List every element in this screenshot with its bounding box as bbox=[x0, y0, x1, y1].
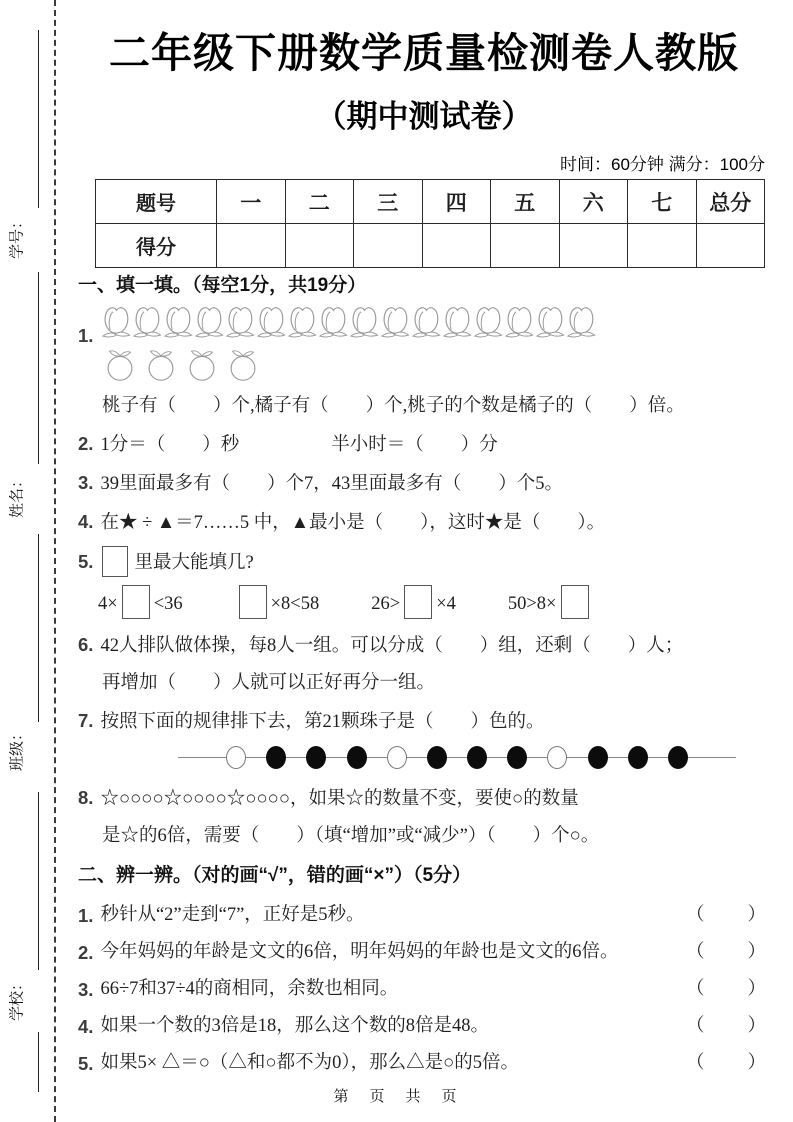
black-bead bbox=[467, 746, 487, 769]
answer-blank: （ ） bbox=[685, 905, 768, 925]
sidebar-label: 学号： bbox=[8, 214, 26, 260]
score-row-label: 得分 bbox=[96, 224, 217, 268]
score-table-score-row bbox=[96, 224, 765, 268]
answer-box bbox=[404, 585, 432, 619]
answer-blank: （ ） bbox=[685, 979, 768, 999]
peach-icon bbox=[379, 302, 412, 342]
black-bead bbox=[507, 746, 527, 769]
true-false-statement bbox=[78, 934, 770, 971]
header bbox=[78, 20, 770, 136]
peach-icon bbox=[503, 302, 536, 342]
section2-statements bbox=[78, 897, 770, 1082]
peach-icon bbox=[162, 302, 195, 342]
expression-text: 50>8× bbox=[507, 593, 557, 614]
white-bead bbox=[547, 746, 567, 769]
write-in-line bbox=[38, 534, 39, 722]
score-table-column-header: 六 bbox=[559, 180, 628, 224]
question-number: 7. bbox=[78, 710, 94, 731]
statement-text: 秒针从“2”走到“7”，正好是5秒。 bbox=[100, 905, 365, 925]
score-cell-empty bbox=[422, 224, 491, 268]
q5-expressions bbox=[78, 582, 770, 626]
section2-heading: 二、辨一辨。（对的画“√”，错的画“×”）（5分） bbox=[78, 865, 472, 886]
answer-blank: （ ） bbox=[685, 942, 768, 962]
bead-line bbox=[226, 741, 688, 773]
question-5-prompt bbox=[78, 542, 770, 582]
write-in-line bbox=[38, 1032, 39, 1092]
question-5-text: 里最大能填几? bbox=[134, 553, 254, 573]
page-footer: 第 页 共 页 bbox=[333, 1088, 460, 1105]
question-2-left: 1分＝（ ）秒 bbox=[100, 435, 240, 455]
answer-box bbox=[561, 585, 589, 619]
peach-icon bbox=[534, 302, 567, 342]
question-number: 5. bbox=[78, 551, 94, 572]
question-number: 8. bbox=[78, 787, 94, 808]
time-score-info: 时间：60分钟 满分：100分 bbox=[560, 155, 765, 174]
score-cell-empty bbox=[559, 224, 628, 268]
question-2-right: 半小时＝（ ）分 bbox=[331, 435, 498, 455]
true-false-statement bbox=[78, 897, 770, 934]
score-cell-empty bbox=[696, 224, 765, 268]
expression-text: ×4 bbox=[436, 593, 456, 614]
peach-icon bbox=[193, 302, 226, 342]
question-number: 3. bbox=[78, 472, 94, 493]
sidebar-label: 学校： bbox=[8, 976, 26, 1022]
answer-box bbox=[102, 546, 128, 577]
statement-text: 66÷7和37÷4的商相同，余数也相同。 bbox=[100, 979, 399, 999]
answer-blank: （ ） bbox=[685, 1016, 768, 1036]
black-bead bbox=[427, 746, 447, 769]
score-table-column-header: 七 bbox=[628, 180, 697, 224]
answer-box bbox=[239, 585, 267, 619]
score-cell-empty bbox=[285, 224, 354, 268]
score-cell-empty bbox=[217, 224, 286, 268]
score-table bbox=[95, 179, 765, 268]
question-1-text: 桃子有（ ）个,橘子有（ ）个,桃子的个数是橘子的（ ）倍。 bbox=[102, 396, 685, 416]
expression-text: 4× bbox=[98, 593, 118, 614]
peach-icon bbox=[410, 302, 443, 342]
true-false-statement bbox=[78, 1008, 770, 1045]
score-cell-empty bbox=[354, 224, 423, 268]
question-6-line2: 再增加（ ）人就可以正好再分一组。 bbox=[102, 673, 436, 693]
black-bead bbox=[306, 746, 326, 769]
question-number: 1. bbox=[78, 325, 94, 346]
score-cell-empty bbox=[628, 224, 697, 268]
black-bead bbox=[588, 746, 608, 769]
inequality-expression bbox=[98, 586, 183, 623]
score-table-column-header: 四 bbox=[422, 180, 491, 224]
write-in-line bbox=[38, 272, 39, 464]
section1-heading: 一、填一填。（每空1分，共19分） bbox=[78, 275, 367, 296]
question-number: 2. bbox=[78, 433, 94, 454]
orange-icon bbox=[225, 346, 261, 384]
expression-text: ×8<58 bbox=[270, 593, 320, 614]
question-7 bbox=[78, 702, 770, 741]
orange-icon bbox=[184, 346, 220, 384]
question-number: 4. bbox=[78, 511, 94, 532]
question-number: 4. bbox=[78, 1016, 94, 1037]
answer-blank: （ ） bbox=[685, 1053, 768, 1073]
score-table-column-header: 三 bbox=[354, 180, 423, 224]
question-area bbox=[78, 270, 770, 1082]
orange-icon bbox=[102, 346, 138, 384]
true-false-statement bbox=[78, 971, 770, 1008]
question-3 bbox=[78, 464, 770, 503]
expression-text: 26> bbox=[371, 593, 401, 614]
peach-icon bbox=[286, 302, 319, 342]
peach-row bbox=[78, 302, 770, 346]
question-4 bbox=[78, 503, 770, 542]
score-cell-empty bbox=[491, 224, 560, 268]
score-table-column-header: 二 bbox=[285, 180, 354, 224]
peach-icon bbox=[565, 302, 598, 342]
question-4-text: 在★ ÷ ▲＝7……5 中，▲最小是（ ），这时★是（ ）。 bbox=[100, 513, 606, 533]
inequality-expression bbox=[371, 586, 456, 623]
question-8-line2: 是☆的6倍，需要（ ）（填“增加”或“减少”）（ ）个○。 bbox=[102, 826, 600, 846]
peach-icon bbox=[100, 302, 133, 342]
black-bead bbox=[266, 746, 286, 769]
peach-icon bbox=[224, 302, 257, 342]
peach-icon bbox=[472, 302, 505, 342]
black-bead bbox=[628, 746, 648, 769]
expression-text: <36 bbox=[153, 593, 183, 614]
score-table-header-row bbox=[96, 180, 765, 224]
score-table-corner-label: 题号 bbox=[96, 180, 217, 224]
question-number: 5. bbox=[78, 1053, 94, 1074]
binding-dashed-line bbox=[54, 0, 56, 1122]
white-bead bbox=[226, 746, 246, 769]
score-table-column-header: 一 bbox=[217, 180, 286, 224]
peach-icon bbox=[255, 302, 288, 342]
question-8-line1 bbox=[78, 779, 770, 818]
question-number: 1. bbox=[78, 905, 94, 926]
statement-text: 如果一个数的3倍是18，那么这个数的8倍是48。 bbox=[100, 1016, 489, 1036]
peach-icon bbox=[441, 302, 474, 342]
answer-box bbox=[122, 585, 150, 619]
page-title: 二年级下册数学质量检测卷人教版 bbox=[109, 30, 739, 76]
question-3-text: 39里面最多有（ ）个7，43里面最多有（ ）个5。 bbox=[100, 474, 563, 494]
question-8-text: ☆○○○○☆○○○○☆○○○○，如果☆的数量不变，要使○的数量 bbox=[100, 789, 579, 809]
inequality-expression bbox=[235, 586, 320, 623]
black-bead bbox=[668, 746, 688, 769]
write-in-line bbox=[38, 792, 39, 970]
white-bead bbox=[387, 746, 407, 769]
question-7-text: 按照下面的规律排下去，第21颗珠子是（ ）色的。 bbox=[100, 712, 545, 732]
write-in-line bbox=[38, 30, 39, 208]
inequality-expression bbox=[508, 586, 593, 623]
orange-icon bbox=[143, 346, 179, 384]
peach-icon bbox=[348, 302, 381, 342]
statement-text: 今年妈妈的年龄是文文的6倍，明年妈妈的年龄也是文文的6倍。 bbox=[100, 942, 619, 962]
sidebar-label: 姓名： bbox=[8, 473, 26, 519]
black-bead bbox=[347, 746, 367, 769]
question-number: 2. bbox=[78, 942, 94, 963]
question-2 bbox=[78, 425, 770, 464]
statement-text: 如果5× △＝○（△和○都不为0），那么△是○的5倍。 bbox=[100, 1053, 520, 1073]
question-number: 3. bbox=[78, 979, 94, 1000]
true-false-statement bbox=[78, 1045, 770, 1082]
peach-icon bbox=[131, 302, 164, 342]
page-subtitle: （期中测试卷） bbox=[315, 99, 533, 134]
orange-row bbox=[78, 346, 770, 388]
score-table-column-header: 总分 bbox=[696, 180, 765, 224]
question-number: 6. bbox=[78, 634, 94, 655]
peach-icon bbox=[317, 302, 350, 342]
score-table-column-header: 五 bbox=[491, 180, 560, 224]
question-6-text: 42人排队做体操，每8人一组。可以分成（ ）组，还剩（ ）人； bbox=[100, 636, 684, 656]
question-6-line1 bbox=[78, 626, 770, 665]
sidebar-label: 班级： bbox=[8, 726, 26, 772]
